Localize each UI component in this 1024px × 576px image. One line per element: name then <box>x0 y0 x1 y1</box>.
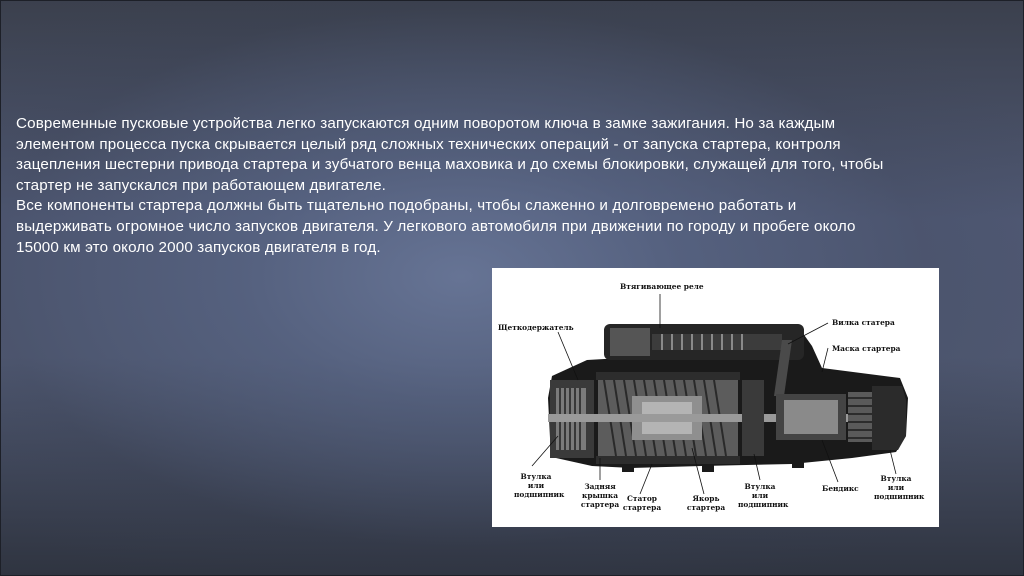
starter-nose <box>872 386 906 450</box>
label-stator: Статор стартера <box>622 494 662 512</box>
label-starter-mask: Маска стартера <box>832 344 901 353</box>
middle-bearing <box>742 380 764 456</box>
housing-foot-left <box>622 464 634 472</box>
bendix-clutch <box>784 400 838 434</box>
housing-foot-right <box>792 460 804 468</box>
pinion-gear <box>848 392 872 442</box>
label-bushing-left: Втулка или подшипник <box>514 472 565 499</box>
solenoid-terminal <box>610 328 650 356</box>
label-brush-holder: Щеткодержатель <box>498 323 574 332</box>
label-solenoid-relay: Втягивающее реле <box>620 282 704 291</box>
stator-top <box>596 372 740 380</box>
starter-cutaway-drawing <box>492 268 939 527</box>
stator-bottom <box>596 456 740 464</box>
paragraph-starter-components: Все компоненты стартера должны быть тщательно подобраны, чтобы слаженно и долговремено работать и выдерживать огромное число запусков двигателя. У легкового автомобиля при движении по городу и пробеге около 15000 км это около 2000 запусков двигателя в год. <box>16 197 856 256</box>
paragraph-starting-process: Современные пусковые устройства легко запускаются одним поворотом ключа в замке зажигания. Но за каждым элементом процесса пуска скрывается целый ряд сложных технических операций - от запуска стартера, контроля зацепления шестерни привода стартера и зубчатого венца маховика и до схемы блокировки, служащей для того, чтобы стартер не запускался при работающем двигателе. <box>16 115 884 194</box>
drive-shaft <box>548 414 900 422</box>
housing-foot-middle <box>702 464 714 472</box>
label-starter-fork: Вилка статера <box>832 318 895 327</box>
starter-diagram <box>492 268 939 527</box>
label-armature: Якорь стартера <box>686 494 726 512</box>
label-rear-cover: Задняя крышка стартера <box>580 482 620 509</box>
label-bushing-right: Втулка или подшипник <box>874 474 925 501</box>
label-bushing-middle: Втулка или подшипник <box>738 482 789 509</box>
label-bendix: Бендикс <box>822 484 859 493</box>
slide-body-text <box>16 114 896 258</box>
